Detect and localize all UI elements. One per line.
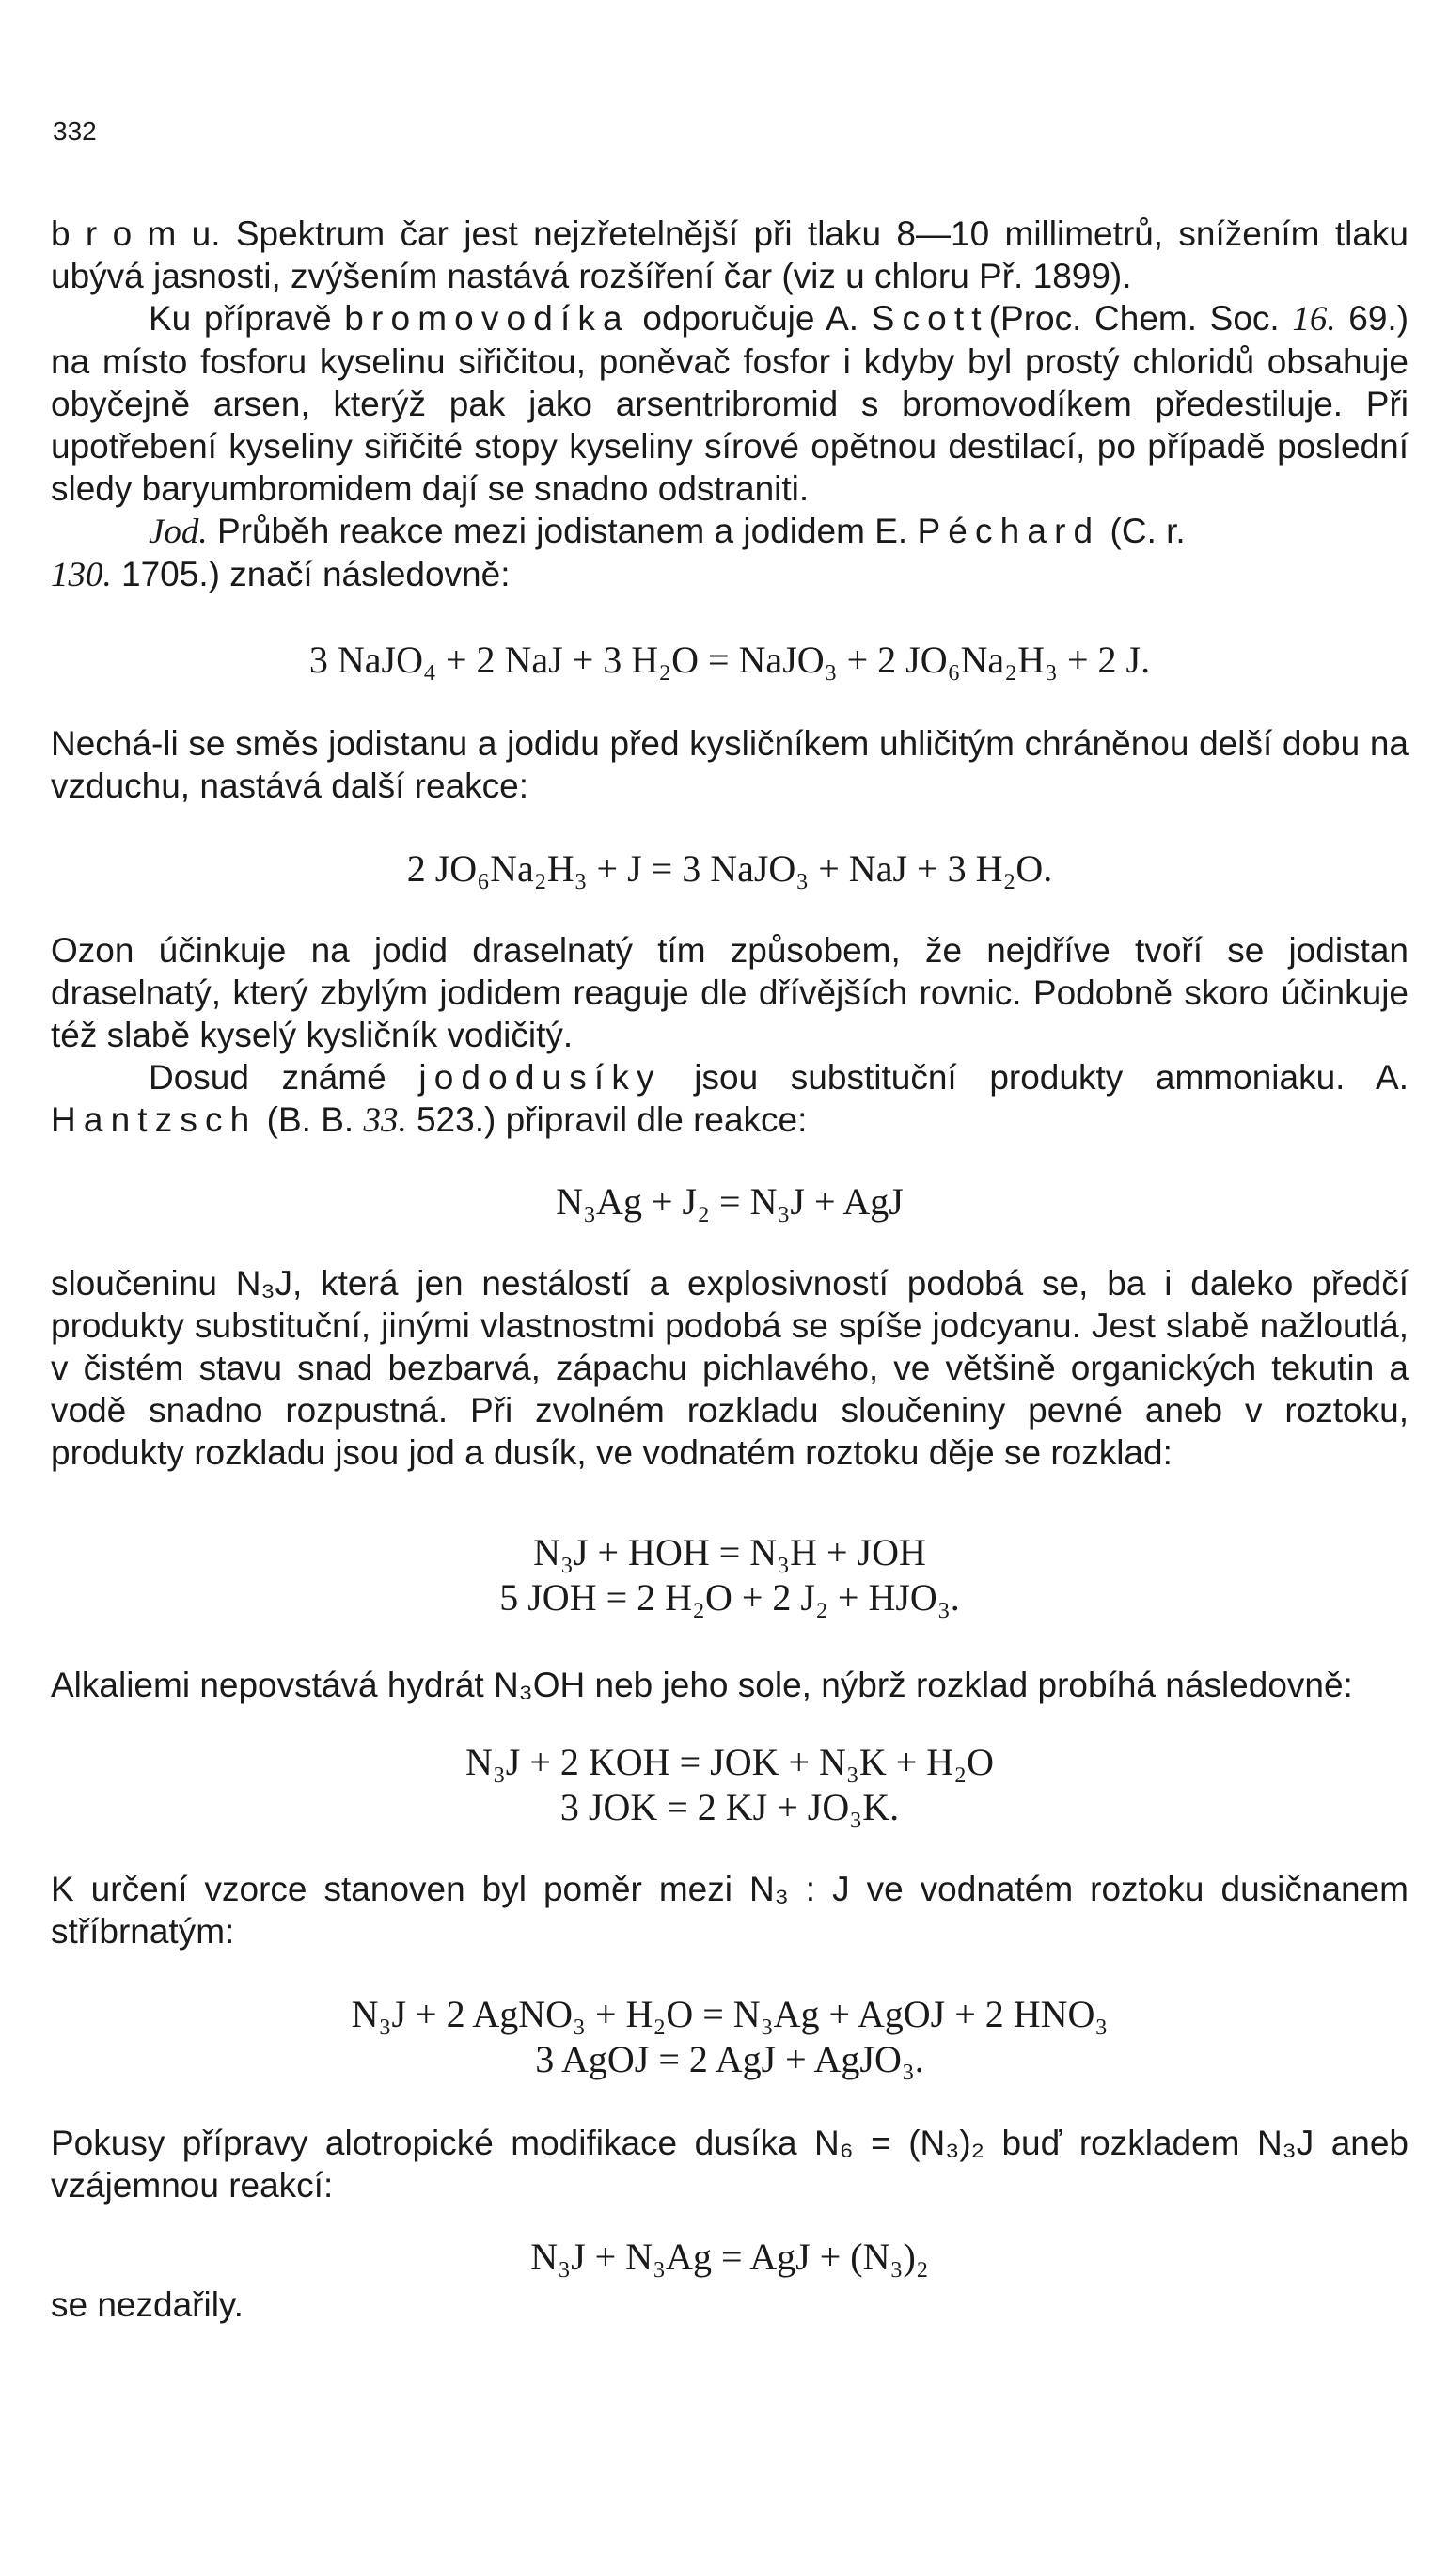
citation: (C. r. — [1110, 512, 1186, 550]
section-heading-iodine: Jod. — [149, 513, 208, 551]
spaced-term: bromovodíka — [344, 299, 630, 338]
paragraph-alkali: Alkaliemi nepovstává hydrát N₃OH neb jeho sole, nýbrž rozklad probíhá následovně: — [51, 1666, 1353, 1704]
equation-hantzsch: N₃Ag + J₂ = N₃J + AgJ — [556, 1180, 904, 1223]
equation-periodate-iodide: 3 NaJO₄ + 2 NaJ + 3 H₂O = NaJO₃ + 2 JO₆Na₂H₃ + 2 J. — [308, 639, 1151, 681]
paragraph-iodine — [51, 510, 1409, 596]
citation-volume: 130. — [51, 556, 112, 594]
equation-decomposition-2: 5 JOH = 2 H₂O + 2 J₂ + HJO₃. — [499, 1576, 960, 1619]
equation-n6: N₃J + N₃Ag = AgJ + (N₃)₂ — [530, 2236, 929, 2278]
paragraph-conclusion: se nezdařily. — [51, 2285, 244, 2324]
paragraph-ozone: Ozon účinkuje na jodid draselnatý tím způsobem, že nejdříve tvoří se jodistan draselnatý, který zbylým jodidem reaguje dle dřívějších rovnic. Podobně skoro účinkuje též slabě kyselý kysličník vodičitý. — [51, 931, 1409, 1054]
paragraph-bromine-spectrum: b r o m u. Spektrum čar jest nejzřetelnější při tlaku 8—10 millimetrů, snížením tlaku ubývá jasnosti, zvýšením nastává rozšíření čar (viz u chloru Př. 1899). — [51, 214, 1409, 295]
equation-decomposition-1: N₃J + HOH = N₃H + JOH — [533, 1531, 926, 1573]
citation-volume: 33. — [363, 1101, 407, 1140]
citation-volume: 16. — [1292, 300, 1336, 339]
text-run: 69.) na místo fosforu kyselinu siřičitou, poněvač fosfor i kdyby byl prostý chloridů obsahuje obyčejně arsen, kterýž pak jako arsentribromid s bromovodíkem předestiluje. Při upotřebení kyseliny siřičité stopy kyseliny sírové opětnou destilací, po případě poslední sledy baryumbromidem dají se snadno odstraniti. — [51, 299, 1409, 508]
paragraph-iodonitrides — [51, 1056, 1409, 1142]
equation-alkali-2: 3 JOK = 2 KJ + JO₃K. — [559, 1786, 900, 1828]
text-run: Ku přípravě — [149, 299, 332, 338]
text-run: Průběh reakce mezi jodistanem a jodidem E. — [216, 512, 908, 550]
paragraph-hydrogen-bromide — [51, 297, 1409, 510]
author-name: Péchard — [917, 512, 1101, 550]
citation: (Proc. Chem. Soc. — [988, 299, 1280, 338]
equation-further-reaction: 2 JO₆Na₂H₃ + J = 3 NaJO₃ + NaJ + 3 H₂O. — [406, 847, 1053, 890]
author-name: Scott — [871, 299, 989, 338]
page-number: 332 — [53, 117, 97, 146]
spaced-term: jododusíky — [418, 1058, 662, 1097]
text-run: 1705.) značí následovně: — [121, 555, 511, 593]
equation-silver-nitrate-2: 3 AgOJ = 2 AgJ + AgJO₃. — [535, 2038, 924, 2080]
equation-silver-nitrate-1: N₃J + 2 AgNO₃ + H₂O = N₃Ag + AgOJ + 2 HNO₃ — [351, 1993, 1109, 2035]
paragraph-allotropic-nitrogen: Pokusy přípravy alotropické modifikace dusíka N₆ = (N₃)₂ buď rozkladem N₃J aneb vzájemnou reakcí: — [51, 2124, 1409, 2205]
text-run: Dosud známé — [149, 1058, 386, 1097]
author-name: Hantzsch — [51, 1100, 258, 1139]
paragraph-formula-determination: K určení vzorce stanoven byl poměr mezi N₃ : J ve vodnatém roztoku dusičnanem stříbrnatým: — [51, 1870, 1409, 1951]
page-body — [51, 213, 1409, 2326]
citation: (B. B. — [266, 1100, 354, 1139]
text-run: 523.) připravil dle reakce: — [416, 1100, 808, 1139]
text-run: odporučuje A. — [642, 299, 859, 338]
equation-alkali-1: N₃J + 2 KOH = JOK + N₃K + H₂O — [464, 1741, 995, 1783]
paragraph-air-reaction: Nechá-li se směs jodistanu a jodidu před kysličníkem uhličitým chráněnou delší dobu na vzduchu, nastává další reakce: — [51, 724, 1409, 805]
text-run: jsou substituční produkty ammoniaku. A. — [694, 1058, 1409, 1097]
paragraph-n3j-properties: sloučeninu N₃J, která jen nestálostí a explosivností podobá se, ba i daleko předčí produkty substituční, jinými vlastnostmi podobá se spíše jodcyanu. Jest slabě nažloutlá, v čistém stavu snad bezbarvá, zápachu pichlavého, ve většině organických tekutin a vodě snadno rozpustná. Při zvolném rozkladu sloučeniny pevné aneb v roztoku, produkty rozkladu jsou jod a dusík, ve vodnatém roztoku děje se rozklad: — [51, 1264, 1409, 1472]
